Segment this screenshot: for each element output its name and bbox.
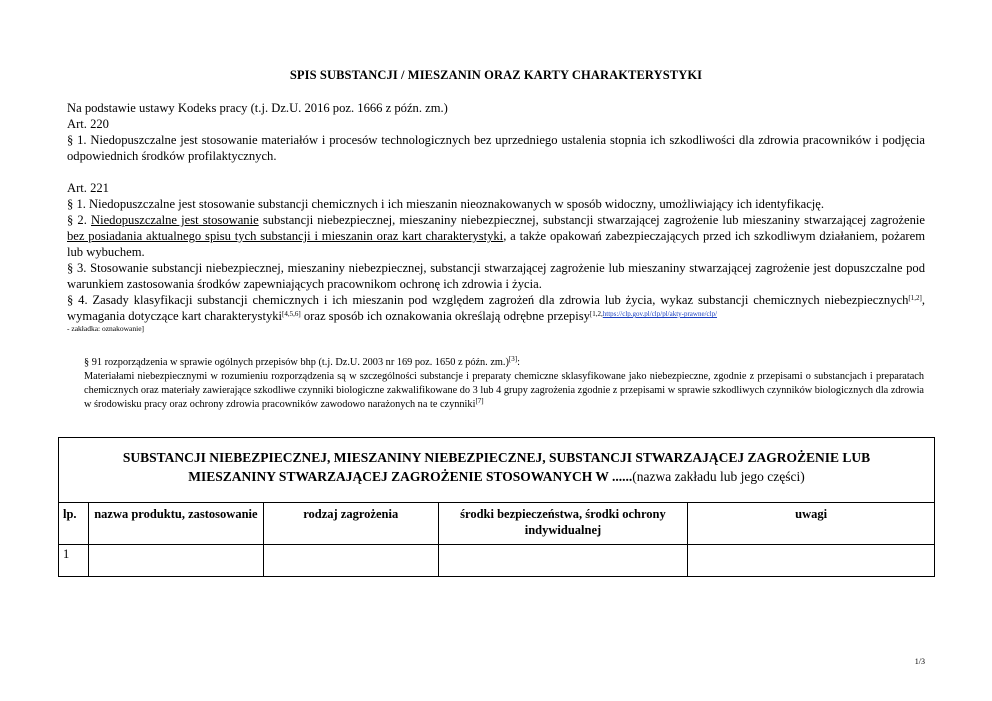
table-title-line-2-bold: MIESZANINY STWARZAJĄCEJ ZAGROŻENIE STOSOWANYCH W ......	[188, 469, 633, 484]
column-header-safety: środki bezpieczeństwa, środki ochrony indywidualnej	[438, 503, 688, 545]
p4-lead: § 4. Zasady klasyfikacji substancji chemicznych i ich mieszanin pod względem zagrożeń dla zdrowia lub życia, wykaz substancji chemicznych niebezpiecznych	[67, 293, 909, 307]
table-header-row	[59, 503, 935, 545]
art221-heading: Art. 221	[67, 181, 109, 195]
art221-paragraph-2	[67, 212, 925, 260]
cell-product[interactable]	[88, 545, 263, 577]
p2-lead: § 2.	[67, 213, 91, 227]
p4-tab-note: - zakładka: oznakowanie]	[67, 324, 145, 333]
table-title-row	[59, 438, 935, 503]
regulation-footnote: [3]	[508, 355, 518, 363]
art221-paragraph-3: § 3. Stosowanie substancji niebezpiecznej, mieszaniny niebezpiecznej, substancji stwarzającej zagrożenie lub mieszaniny stwarzającej zagrożenie jest dopuszczalne pod warunkiem zastosowania środków zapewniających pracownikom ochronę ich zdrowia i życia.	[67, 261, 925, 291]
art221-paragraph-1: § 1. Niedopuszczalne jest stosowanie substancji chemicznych i ich mieszanin nieoznakowanych w sposób widoczny, umożliwiający ich identyfikację.	[67, 197, 825, 211]
art221-paragraph-4	[67, 292, 925, 324]
regulation-text	[84, 370, 924, 412]
p2-underline-2: bez posiadania aktualnego spisu tych substancji i mieszanin oraz kart charakterystyki	[67, 229, 504, 243]
art220-heading: Art. 220	[67, 117, 109, 131]
cell-safety[interactable]	[438, 545, 688, 577]
art220-paragraph-1: § 1. Niedopuszczalne jest stosowanie materiałów i procesów technologicznych bez uprzedniego ustalenia stopnia ich szkodliwości dla zdrowia pracowników i podjęcia odpowiednich środków profilaktycznych.	[67, 133, 925, 163]
document-title: SPIS SUBSTANCJI / MIESZANIN ORAZ KARTY CHARAKTERYSTYKI	[289, 68, 703, 82]
table-title	[59, 438, 935, 503]
table-title-line-2-note: (nazwa zakładu lub jego części)	[632, 469, 805, 484]
cell-hazard[interactable]	[263, 545, 438, 577]
clp-link[interactable]: https://clp.gov.pl/clp/pl/akty-prawne/clp/	[602, 310, 718, 318]
intro-section	[67, 100, 925, 164]
column-header-lp: lp.	[59, 503, 89, 545]
p4-footnote-1: [1,2]	[908, 294, 922, 302]
p4-footnote-3: [1,2,	[589, 310, 603, 318]
table-title-line-1: SUBSTANCJI NIEBEZPIECZNEJ, MIESZANINY NIEBEZPIECZNEJ, SUBSTANCJI STWARZAJĄCEJ ZAGROŻENIE LUB	[122, 450, 871, 465]
regulation-heading-text: § 91 rozporządzenia w sprawie ogólnych przepisów bhp (t.j. Dz.U. 2003 nr 169 poz. 1650 z późn. zm.)	[84, 357, 509, 368]
legal-basis: Na podstawie ustawy Kodeks pracy (t.j. Dz.U. 2016 poz. 1666 z późn. zm.)	[67, 101, 448, 115]
regulation-colon: :	[517, 357, 520, 368]
regulation-text-footnote: [7]	[475, 397, 484, 405]
page-number: 1/3	[914, 657, 925, 666]
regulation-body: Materiałami niebezpiecznymi w rozumieniu rozporządzenia są w szczególności substancje i preparaty chemiczne sklasyfikowane jako niebezpieczne, zgodnie z przepisami o substancjach i preparatach chemicznych oraz materiały zawierające szkodliwe czynniki biologiczne zakwalifikowane do 3 lub 4 grupy zagrożenia zgodnie z przepisami w sprawie szkodliwych czynników biologicznych dla zdrowia w środowisku pracy oraz ochrony zdrowia pracowników zawodowo narażonych na te czynniki	[84, 371, 924, 410]
cell-notes[interactable]	[688, 545, 935, 577]
regulation-heading	[84, 356, 924, 370]
p2-middle: substancji niebezpiecznej, mieszaniny niebezpiecznej, substancji stwarzającej zagrożenie lub mieszaniny stwarzającej zagrożenie	[258, 213, 925, 227]
p2-underline-1: Niedopuszczalne jest stosowanie	[90, 213, 259, 227]
regulation-section	[84, 356, 924, 412]
p2-end: , a także opakowań zabezpieczających przed ich szkodliwym działaniem, pożarem lub wybuchem.	[67, 229, 925, 259]
table-row	[59, 545, 935, 577]
column-header-product: nazwa produktu, zastosowanie	[88, 503, 263, 545]
p4-middle: , wymagania dotyczące kart charakterystyki	[67, 293, 925, 323]
art221-section	[67, 180, 925, 334]
cell-lp[interactable]: 1	[59, 545, 89, 577]
column-header-hazard: rodzaj zagrożenia	[263, 503, 438, 545]
p4-footnote-2: [4,5,6]	[282, 310, 301, 318]
p4-end: oraz sposób ich oznakowania określają odrębne przepisy	[300, 309, 590, 323]
table-title-line-2	[59, 467, 934, 486]
substances-table	[58, 437, 935, 577]
column-header-notes: uwagi	[688, 503, 935, 545]
